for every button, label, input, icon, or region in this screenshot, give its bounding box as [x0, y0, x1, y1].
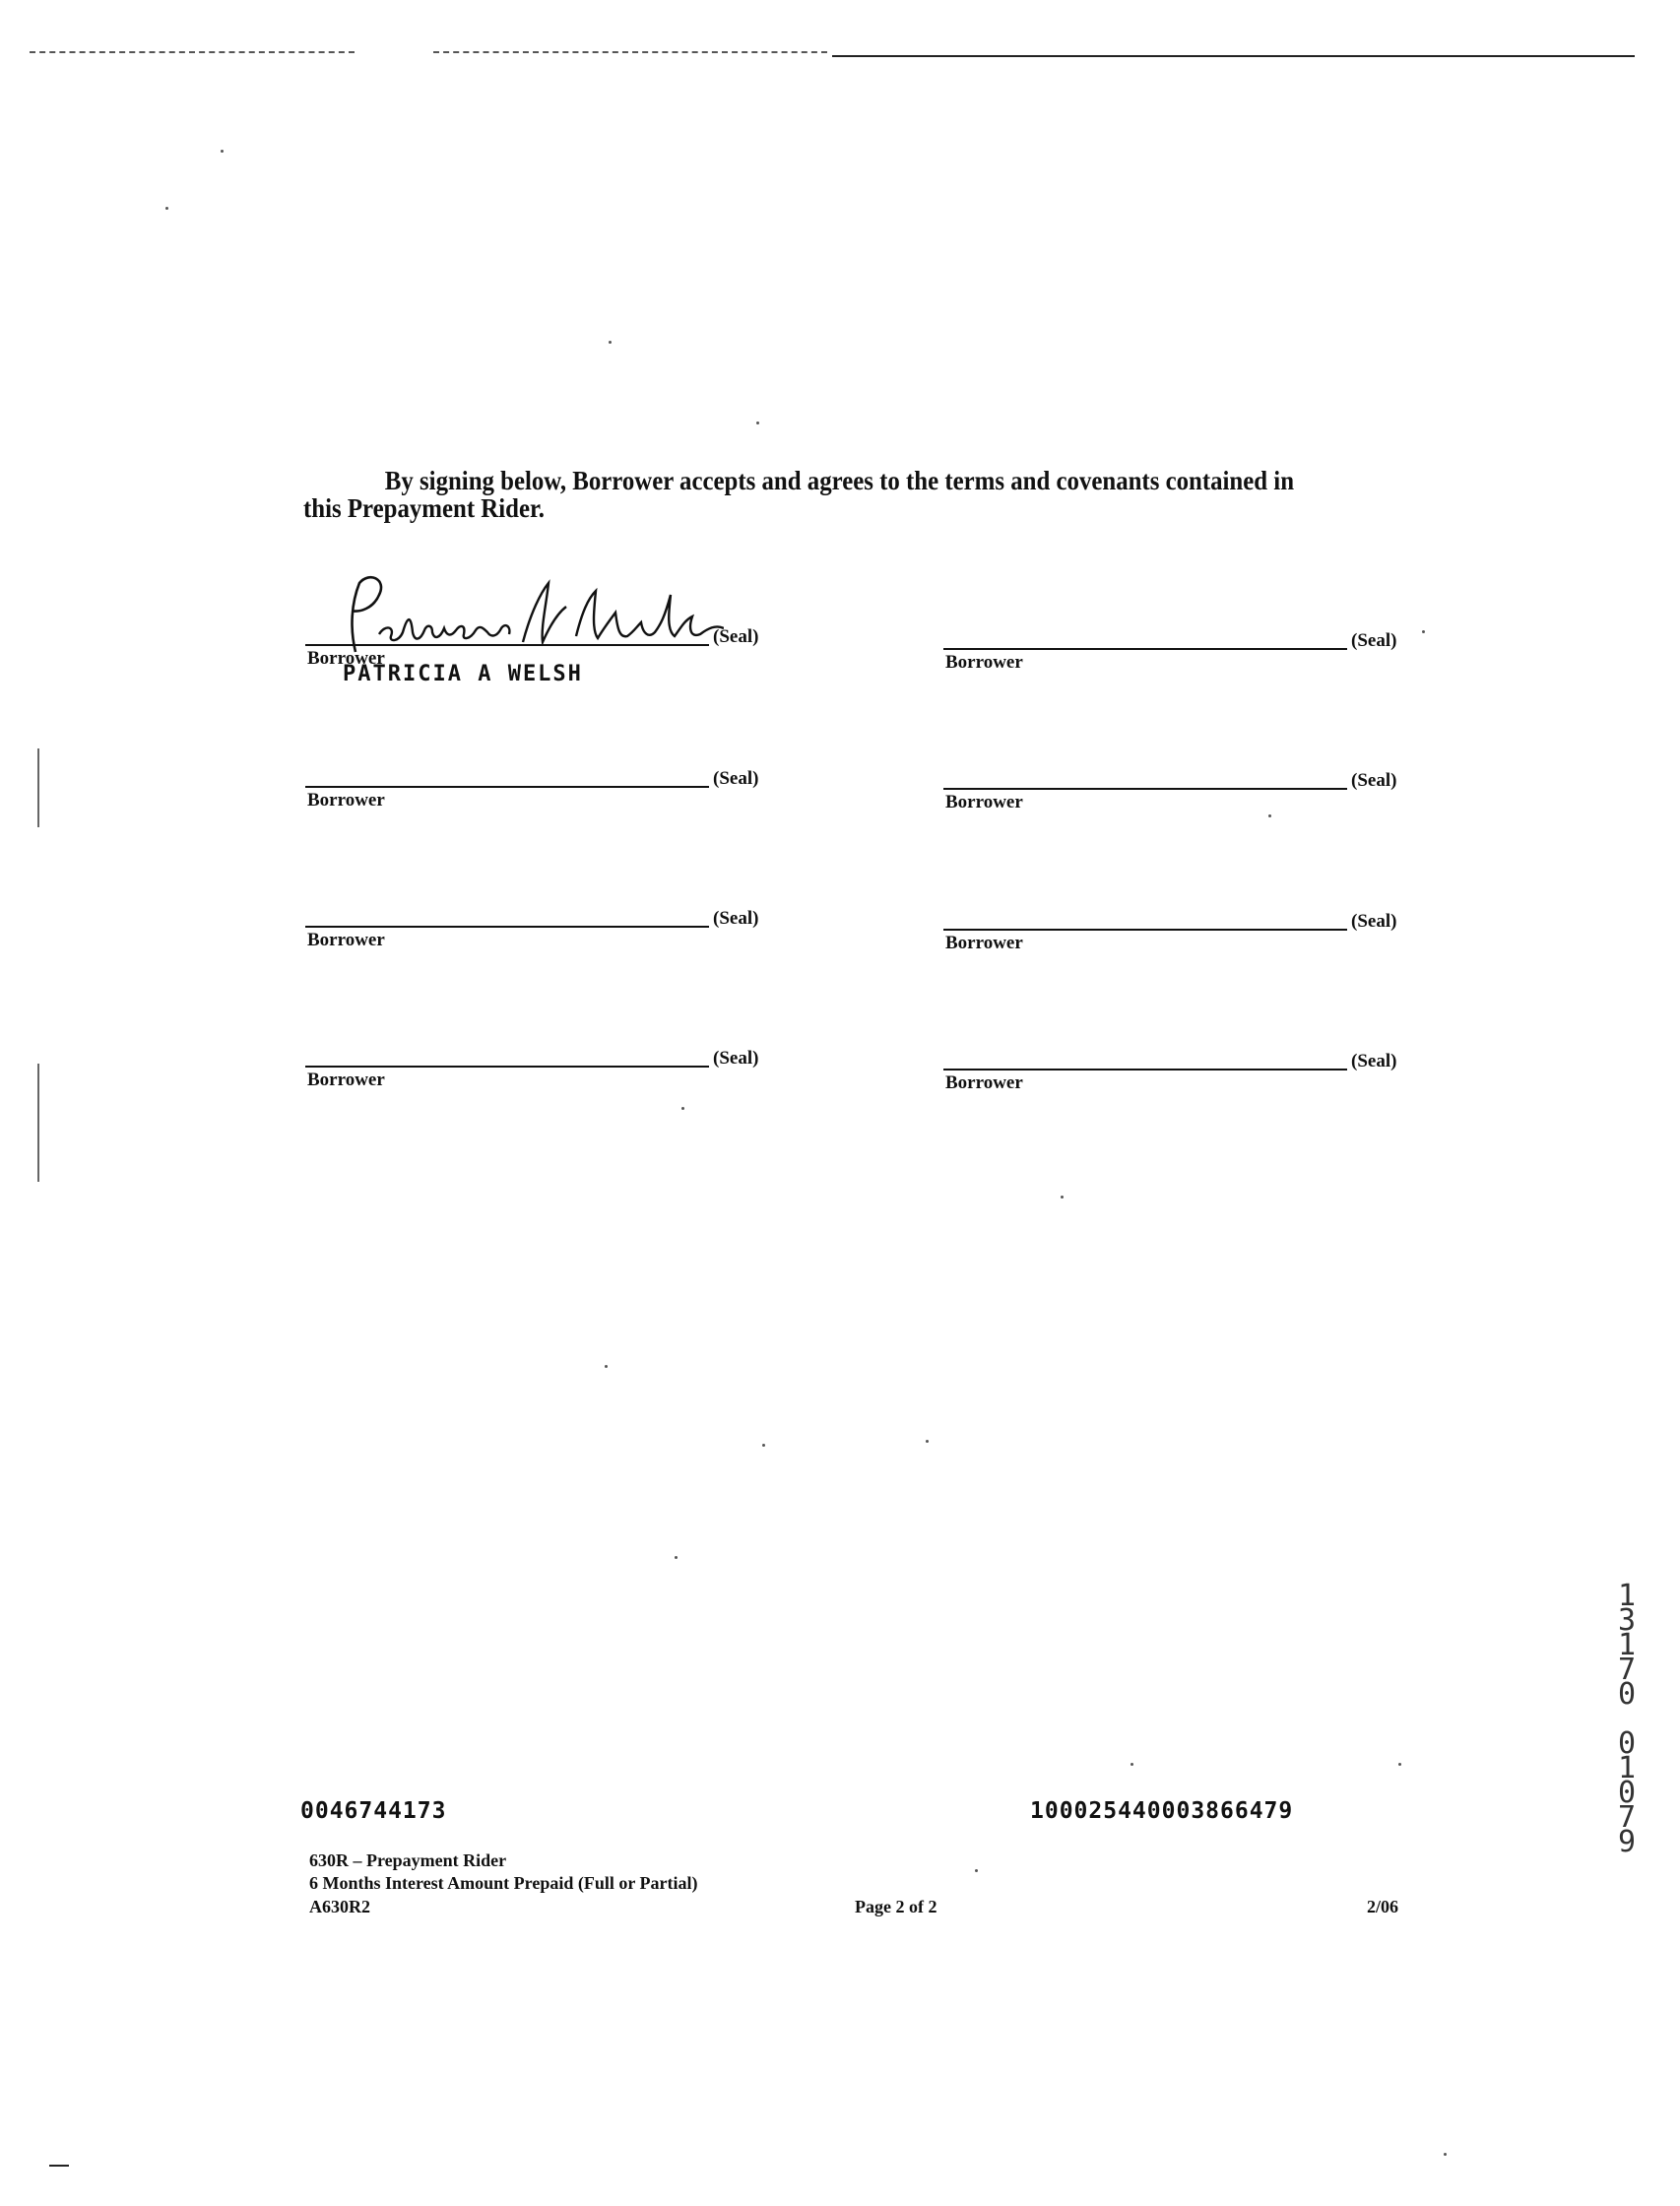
seal-label: (Seal) [1351, 630, 1397, 651]
scan-speck [975, 1869, 978, 1872]
borrower-label: Borrower [945, 792, 1023, 812]
side-stamp-digit: 7 [1617, 1800, 1637, 1835]
signature-line [943, 1069, 1347, 1071]
scan-artifact-bottom-mark [49, 2165, 69, 2167]
form-id: A630R2 [309, 1897, 370, 1916]
scan-speck [762, 1444, 765, 1447]
side-stamp-digit: 3 [1617, 1603, 1637, 1638]
side-stamp-number [1607, 1579, 1647, 1859]
signature-line [943, 788, 1347, 790]
form-code: 630R – Prepayment Rider [309, 1850, 507, 1870]
signature-line [305, 786, 709, 788]
signature-block-borrower-4 [943, 748, 1406, 837]
side-stamp-digit: 9 [1617, 1825, 1637, 1859]
signature-block-borrower-8 [943, 1029, 1406, 1118]
form-description: 6 Months Interest Amount Prepaid (Full or Partial) [309, 1873, 698, 1893]
side-stamp-digit: 0 [1617, 1776, 1637, 1810]
seal-label: (Seal) [1351, 1051, 1397, 1071]
scan-artifact-top-dashes [433, 51, 827, 53]
side-stamp-digit: 0 [1617, 1677, 1637, 1712]
signature-line [305, 926, 709, 928]
signature-block-borrower-5 [305, 886, 768, 975]
scan-speck [605, 1365, 608, 1368]
borrower-label: Borrower [307, 790, 385, 811]
scan-speck [1444, 2153, 1447, 2156]
borrower-label: Borrower [945, 652, 1023, 673]
scan-speck [1061, 1196, 1064, 1199]
seal-label: (Seal) [713, 768, 759, 789]
side-stamp-digit: 0 [1617, 1726, 1637, 1761]
signature-block-borrower-7 [305, 1026, 768, 1115]
scan-speck [675, 1556, 678, 1559]
seal-label: (Seal) [1351, 911, 1397, 932]
scan-speck [756, 422, 759, 424]
signature-line [305, 1066, 709, 1068]
seal-label: (Seal) [713, 1048, 759, 1069]
signature-line [943, 648, 1347, 650]
scan-artifact-left-edge [37, 748, 39, 827]
scan-speck [1422, 630, 1425, 633]
signature-line [943, 929, 1347, 931]
scan-artifact-top-rule [832, 55, 1635, 57]
min-number: 100025440003866479 [1030, 1798, 1294, 1824]
loan-number: 0046744173 [300, 1798, 447, 1824]
borrower-label: Borrower [307, 648, 385, 669]
page-number: Page 2 of 2 [855, 1897, 937, 1916]
side-stamp-digit: 1 [1617, 1579, 1637, 1613]
seal-label: (Seal) [713, 908, 759, 929]
signature-line [305, 644, 709, 646]
form-revision-date: 2/06 [1367, 1897, 1399, 1916]
seal-label: (Seal) [1351, 770, 1397, 791]
side-stamp-digit: 7 [1617, 1653, 1637, 1687]
intro-paragraph [303, 467, 1300, 522]
scan-speck [221, 150, 224, 153]
borrower-label: Borrower [945, 1072, 1023, 1093]
borrower-label: Borrower [307, 1070, 385, 1090]
scan-speck [609, 341, 612, 344]
signature-block-borrower-3 [305, 746, 768, 835]
intro-text: By signing below, Borrower accepts and agrees to the terms and covenants contained in this Prepayment Rider. [303, 466, 1295, 523]
scan-speck [926, 1440, 929, 1443]
side-stamp-digit: 1 [1617, 1628, 1637, 1662]
borrower-printed-name: PATRICIA A WELSH [343, 662, 583, 686]
scan-artifact-top-dashes [30, 51, 355, 53]
scan-speck [165, 207, 168, 210]
signature-block-borrower-2 [943, 609, 1406, 697]
signature-block-borrower-6 [943, 889, 1406, 978]
borrower-label: Borrower [307, 930, 385, 950]
side-stamp-digit: 1 [1617, 1751, 1637, 1785]
signature-block-borrower-1 [305, 605, 768, 693]
scan-speck [1398, 1763, 1401, 1766]
scan-speck [1131, 1763, 1133, 1766]
scan-artifact-left-edge [37, 1064, 39, 1182]
seal-label: (Seal) [713, 626, 759, 647]
borrower-label: Borrower [945, 933, 1023, 953]
